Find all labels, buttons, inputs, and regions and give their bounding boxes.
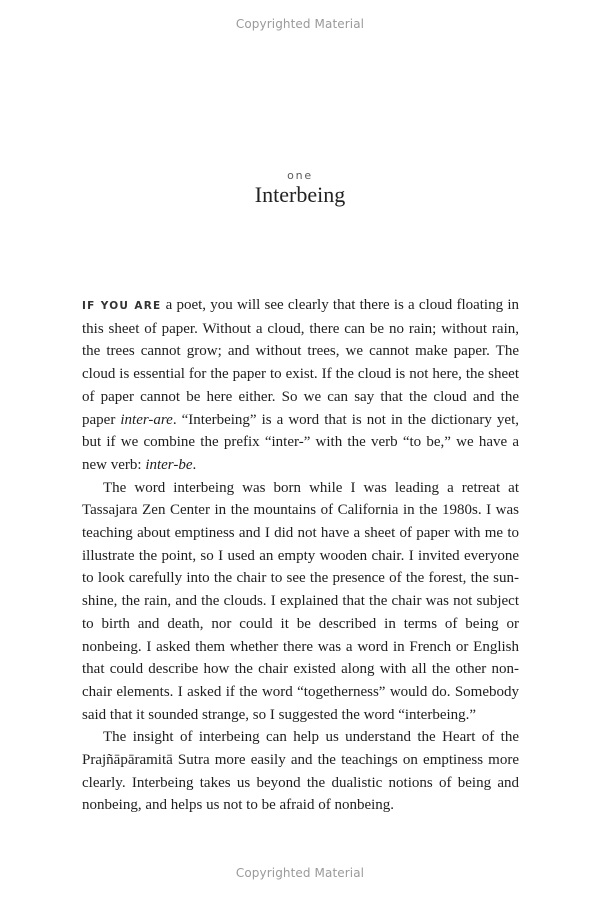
paragraph-1 xyxy=(82,294,519,477)
paragraph-1-text-c: . xyxy=(192,456,197,473)
term-inter-be: inter-be xyxy=(145,456,193,473)
term-inter-are: inter-are xyxy=(120,411,173,428)
copyright-watermark-top: Copyrighted Material xyxy=(235,17,365,31)
chapter-number: one xyxy=(287,169,313,182)
paragraph-1-text-a: a poet, you will see clearly that there is a cloud floating in this sheet of paper. Without a cloud, there can be no rain; without rain, the trees cannot grow; and without trees, we cannot make paper. The cloud is essential for the paper to exist. If the cloud is not here, the sheet of paper cannot be here either. So we can say that the cloud and the paper xyxy=(82,297,519,428)
paragraph-1-text-b: . “Interbeing” is a word that is not in the dictionary yet, but if we combine the prefix “inter-” with the verb “to be,” we have a new verb: xyxy=(82,411,519,473)
chapter-body xyxy=(82,294,519,817)
copyright-watermark-bottom: Copyrighted Material xyxy=(235,866,365,880)
paragraph-2: The word interbeing was born while I was leading a retreat at Tassajara Zen Center in the mountains of California in the 1980s. I was teaching about emptiness and I did not have a sheet of paper with me to illustrate the point, so I used an empty wooden chair. I invited everyone to look carefully into the chair to see the presence of the forest, the sunshine, the rain, and the clouds. I explained that the chair was not subject to birth and death, nor could it be described in terms of being or nonbeing. I asked them whether there was a word in French or English that could describe how the chair existed along with all the other nonchair elements. I asked if the word “togetherness” would do. Somebody said that it sounded strange, so I suggested the word “interbeing.” xyxy=(82,479,519,723)
paragraph-lead-in: IF YOU ARE xyxy=(82,300,162,312)
chapter-title: Interbeing xyxy=(254,182,346,207)
paragraph-3: The insight of interbeing can help us understand the Heart of the Prajñāpāramitā Sutra more easily and the teachings on emptiness more clearly. Interbeing takes us beyond the dualistic notions of being and nonbeing, and helps us not to be afraid of nonbeing. xyxy=(82,729,519,814)
